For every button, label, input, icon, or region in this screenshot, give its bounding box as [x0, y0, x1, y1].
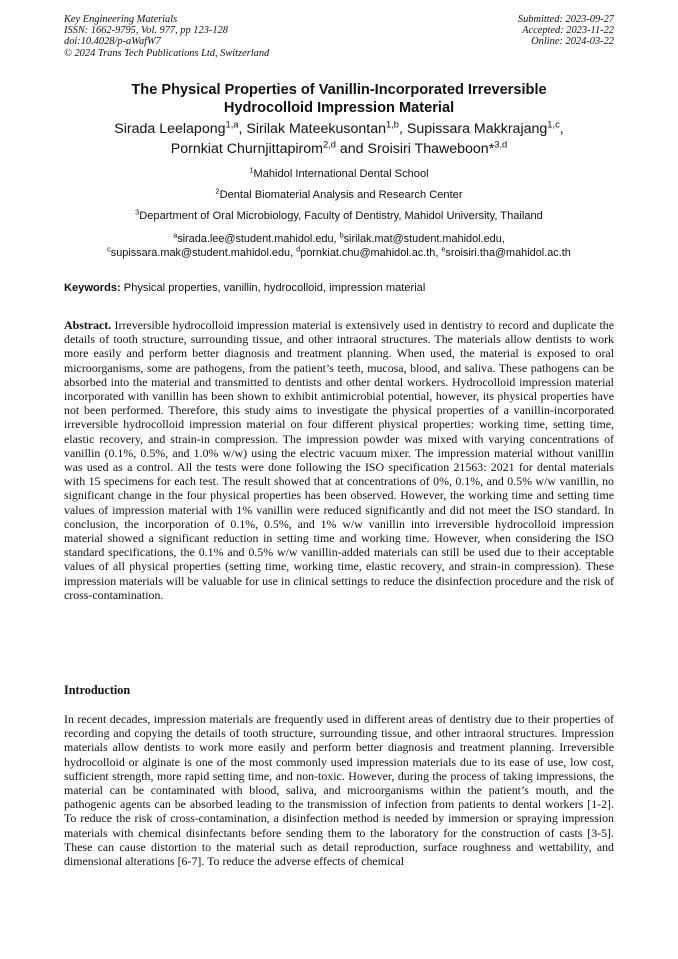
accepted-date: Accepted: 2023-11-22: [522, 25, 614, 37]
affiliation-text: Department of Oral Microbiology, Faculty of Dentistry, Mahidol University, Thailand: [139, 210, 543, 222]
author-name: Pornkiat Churnjittapirom: [170, 140, 323, 157]
keywords: [64, 282, 425, 295]
abstract-label: Abstract.: [64, 318, 112, 332]
affiliation-marker: 1: [249, 165, 254, 175]
issn: ISSN: 1662-9795, Vol. 977, pp 123-128: [64, 25, 228, 37]
author-affiliation-marker: 1,a: [225, 119, 239, 130]
author-affiliation-marker: 3,d: [494, 138, 508, 149]
affiliation-2: [64, 186, 614, 202]
introduction-heading: Introduction: [64, 683, 131, 697]
author-list: [64, 120, 614, 159]
online-date: Online: 2024-03-22: [531, 36, 614, 48]
author-line-1: [64, 120, 614, 140]
author-name: Supissara Makkrajang: [406, 121, 548, 137]
affiliation-marker: 2: [215, 186, 220, 196]
introduction-text: In recent decades, impression materials are frequently used in different areas of dentistry due to their properties of recording and copying the details of tooth structure, surrounding tissue, and other intraoral structures. Impression materials allow dentists to work more easily and perform better diagnosis and treatment planning. Irreversible hydrocolloid or alginate is one of the most commonly used impression materials due to its ease of use, low cost, sufficient strength, more rapid setting time, and non-toxic. However, during the process of taking impressions, the material can be contaminated with blood, saliva, and microorganisms within the patient’s mouth, and the pathogenic agents can be absorbed leading to the transmission of infection from patients to dental workers [1-2]. To reduce the risk of cross-contamination, a disinfection method is needed by immersion or spraying impression materials with chemical disinfectants before sending them to the laboratory for the construction of casts [3-5]. These can cause distortion to the material such as detail reproduction, surface roughness and wettability, and dimensional alterations [6-7]. To reduce the adverse effects of chemical: [64, 712, 614, 869]
author-emails: [50, 232, 628, 260]
email-marker: a: [173, 230, 178, 240]
author-conjunction: and: [335, 140, 368, 157]
paper-title: [64, 82, 614, 117]
email-link[interactable]: supissara.mak@student.mahidol.edu,: [110, 247, 297, 260]
affiliation-3: [64, 207, 614, 223]
keywords-text: Physical properties, vanillin, hydrocolloid, impression material: [120, 282, 426, 294]
affiliation-text: Mahidol International Dental School: [253, 168, 429, 180]
email-line-2: [50, 246, 628, 260]
abstract: [64, 318, 614, 602]
submitted-date: Submitted: 2023-09-27: [517, 14, 614, 25]
dates-info: [518, 14, 614, 48]
author-name: Sirada Leelapong: [114, 121, 226, 137]
journal-info: [64, 14, 269, 59]
email-link[interactable]: sroisiri.tha@mahidol.ac.th: [445, 247, 571, 260]
email-line-1: [50, 232, 628, 246]
affiliation-text: Dental Biomaterial Analysis and Research Center: [219, 189, 463, 201]
email-link[interactable]: sirada.lee@student.mahidol.edu,: [177, 233, 340, 245]
author-affiliation-marker: 1,b: [386, 119, 400, 130]
affiliation-1: [64, 165, 614, 181]
author-separator: ,: [399, 121, 407, 137]
email-marker: c: [107, 244, 111, 254]
copyright: © 2024 Trans Tech Publications Ltd, Switzerland: [64, 47, 270, 59]
author-affiliation-marker: 1,c: [547, 119, 560, 130]
author-separator: ,: [238, 121, 247, 137]
keywords-label: Keywords:: [64, 282, 121, 294]
author-separator: ,: [559, 121, 564, 137]
title-line-1: The Physical Properties of Vanillin-Incorporated Irreversible: [131, 82, 547, 98]
affiliation-marker: 3: [135, 207, 140, 217]
abstract-text: Irreversible hydrocolloid impression material is extensively used in dentistry to record and duplicate the details of tooth structure, surrounding tissue, and other intraoral structures. The materials allow dentists to work more easily and perform better diagnosis and treatment planning. When used, the material is exposed to oral microorganisms, some are pathogens, from the patient’s teeth, mucosa, blood, and saliva. These pathogens can be absorbed into the material and transmitted to dentists and other dental workers. Hydrocolloid impression material incorporated with vanillin has been shown to exhibit antimicrobial potential, however, its physical properties have not been performed. Therefore, this study aims to investigate the physical properties of a vanillin-incorporated irreversible hydrocolloid impression material on four different physical properties: working time, setting time, elastic recovery, and strain-in compression. The impression powder was mixed with varying concentrations of vanillin (0.1%, 0.5%, and 1.0% w/w) using the electric vacuum mixer. The impression material without vanillin was used as a control. All the tests were done following the ISO specification 21563: 2021 for dental materials with 15 specimens for each test. The result showed that at concentrations of 0%, 0.1%, and 0.5% w/w vanillin, no significant change in the four physical properties has been observed. However, the working time and setting time values of impression material with 1% vanillin were reduced significantly and did not meet the ISO standard. In conclusion, the incorporation of 0.1%, 0.5%, and 1% w/w vanillin into irreversible hydrocolloid impression material showed a significant reduction in setting time and working time. However, when considering the ISO standard specifications, the 0.1% and 0.5% w/w vanillin-added materials can still be used due to their acceptable values of all physical properties (setting time, working time, elastic recovery, and strain-in compression). These impression materials will be valuable for use in clinical settings to reduce the disinfection procedure and the risk of cross-contamination.: [64, 318, 614, 602]
author-name: Sroisiri Thaweboon*: [367, 140, 495, 157]
email-marker: b: [339, 230, 344, 240]
author-name: Sirilak Mateekusontan: [246, 121, 386, 137]
email-link[interactable]: sirilak.mat@student.mahidol.edu,: [343, 233, 505, 245]
email-link[interactable]: pornkiat.chu@mahidol.ac.th,: [300, 247, 442, 260]
journal-name: Key Engineering Materials: [64, 14, 178, 25]
doi: doi:10.4028/p-aWafW7: [64, 36, 161, 48]
email-marker: d: [296, 244, 301, 254]
title-line-2: Hydrocolloid Impression Material: [223, 99, 455, 116]
author-affiliation-marker: 2,d: [322, 138, 336, 149]
email-marker: e: [441, 244, 446, 254]
author-line-2: [64, 140, 614, 160]
